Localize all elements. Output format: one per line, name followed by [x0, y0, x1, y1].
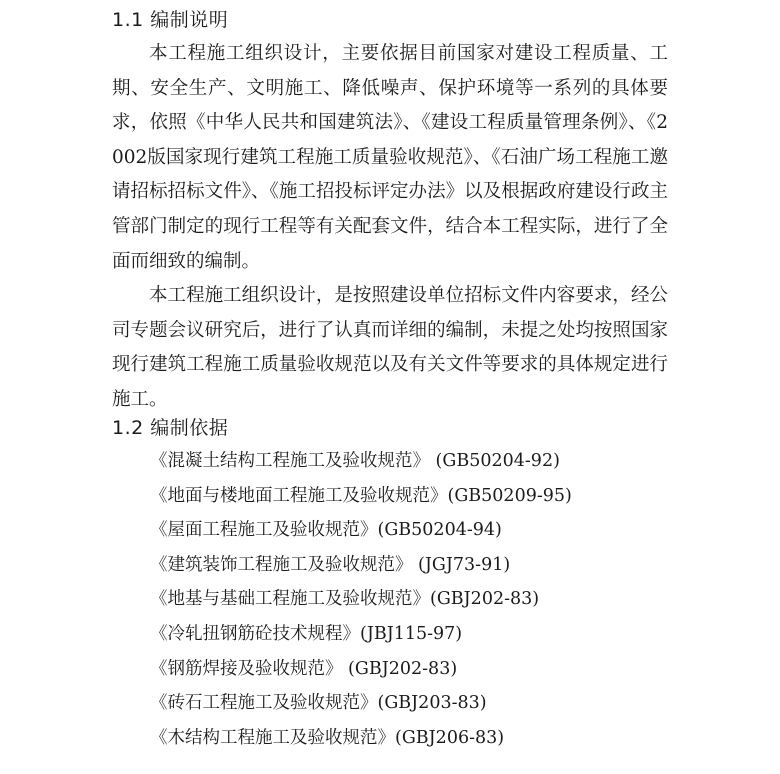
reference-item: 《砖石工程施工及验收规范》(GBJ203-83) [150, 693, 487, 714]
reference-item: 《木结构工程施工及验收规范》(GBJ206-83) [150, 727, 505, 748]
reference-item: 《冷轧扭钢筋砼技术规程》(JBJ115-97) [150, 623, 463, 644]
reference-list [150, 444, 572, 755]
reference-item: 《屋面工程施工及验收规范》(GB50204-94) [150, 520, 502, 541]
paragraph-compilation-description: 本工程施工组织设计，主要依据目前国家对建设工程质量、工期、安全生产、文明施工、降低噪声、保护环境等一系列的具体要求，依照《中华人民共和国建筑法》、《建设工程质量管理条例》、《2002版国家现行建筑工程施工质量验收规范》、《石油广场工程施工邀请招标招标文件》、《施工招投标评定办法》以及根据政府建设行政主管部门制定的现行工程等有关配套文件，结合本工程实际，进行了全面而细致的编制。 [112, 43, 668, 272]
paragraph-compilation-approach: 本工程施工组织设计，是按照建设单位招标文件内容要求，经公司专题会议研究后，进行了认真而详细的编制，未提之处均按照国家现行建筑工程施工质量验收规范以及有关文件等要求的具体规定进行施工。 [112, 285, 668, 410]
section-heading-1-2: 1.2 编制依据 [112, 417, 229, 439]
reference-item: 《建筑装饰工程施工及验收规范》 (JGJ73-91) [150, 554, 511, 575]
reference-item: 《混凝土结构工程施工及验收规范》 (GB50204-92) [150, 451, 560, 471]
reference-item: 《钢筋焊接及验收规范》 (GBJ202-83) [150, 658, 458, 679]
section-heading-1-1: 1.1 编制说明 [112, 9, 229, 31]
reference-item: 《地基与基础工程施工及验收规范》(GBJ202-83) [150, 589, 540, 610]
reference-item: 《地面与楼地面工程施工及验收规范》(GB50209-95) [150, 485, 572, 506]
